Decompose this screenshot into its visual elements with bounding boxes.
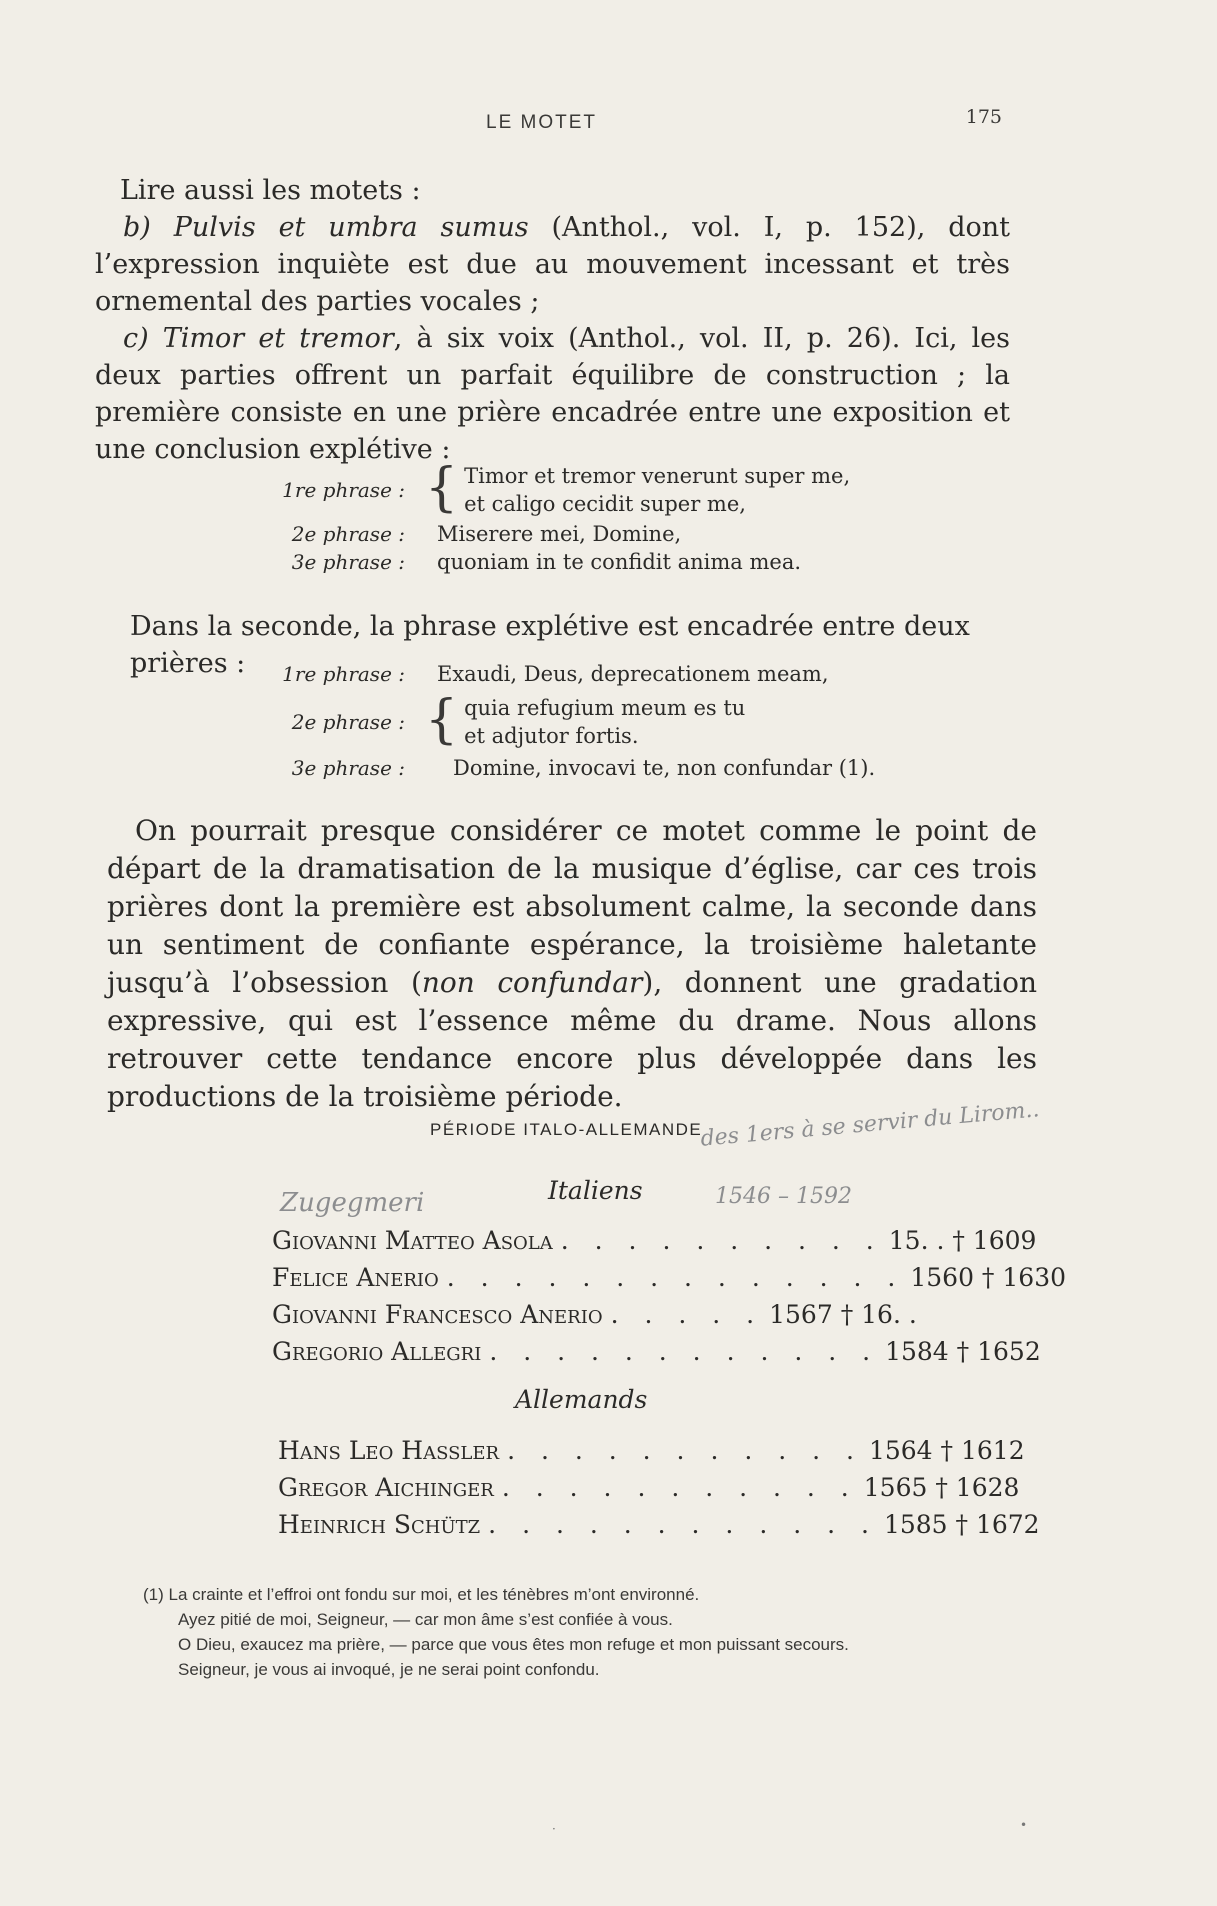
germans-heading: Allemands <box>515 1385 648 1414</box>
brace-icon: { <box>425 690 459 750</box>
phrase-line: Miserere mei, Domine, <box>437 522 682 546</box>
conclusion-text: On pourrait presque considérer ce motet comme le point de départ de la dramatisation de la musique d’église, car ces trois prières dont la première est absolument calme, la seconde dans un sentiment de confiante espérance, la troisième haletante jusqu’à l’obsession ( <box>107 814 1037 999</box>
period-title: PÉRIODE ITALO-ALLEMANDE <box>430 1120 703 1139</box>
composer-row: Giovanni Francesco Anerio . . . . . 1567 † 16. . <box>272 1300 917 1329</box>
phrase-line: Timor et tremor venerunt super me, <box>464 464 851 488</box>
footnote-line: O Dieu, exaucez ma prière, — parce que vous êtes mon refuge et mon puissant secours. <box>178 1635 849 1654</box>
composer-dates: 1585 † 1672 <box>883 1510 1040 1539</box>
phrase-row <box>250 548 850 576</box>
composer-name: Giovanni Francesco Anerio <box>272 1300 603 1329</box>
phrase-line: quia refugium meum es tu <box>464 696 746 720</box>
running-title: LE MOTET <box>486 112 598 133</box>
composer-name: Heinrich Schütz <box>278 1510 481 1539</box>
footnote-line: (1) La crainte et l’effroi ont fondu sur moi, et les ténèbres m’ont environné. <box>143 1585 700 1604</box>
item-b-text: (Anthol., vol. I, p. 152), dont l’expression inquiète est due au mouvement incessant et très ornemental des parties vocales ; <box>95 212 1011 317</box>
item-c-text: , à six voix (Anthol., vol. II, p. 26). Ici, les deux parties offrent un parfait équilibre de construction ; la première consiste en une prière encadrée entre une exposition et une conclusion explétive : <box>95 323 1011 465</box>
phrase-row <box>250 458 851 518</box>
composer-dates: 1584 † 1652 <box>885 1337 1041 1366</box>
phrase-row <box>250 690 875 750</box>
composer-dates: 1560 † 1630 <box>910 1263 1066 1292</box>
first-part-phrases <box>250 458 851 576</box>
phrase-label: 2e phrase : <box>291 522 405 546</box>
item-b <box>95 209 1010 320</box>
phrase-row <box>250 520 850 548</box>
composer-row: Giovanni Matteo Asola . . . . . . . . . . 15. . † 1609 <box>272 1226 1037 1255</box>
phrase-label: 2e phrase : <box>291 710 405 734</box>
page-speck: · <box>552 1822 556 1836</box>
italians-list <box>272 1222 1066 1370</box>
germans-list <box>278 1432 1040 1543</box>
item-b-prefix: b) <box>123 212 174 243</box>
composer-name: Gregorio Allegri <box>272 1337 482 1366</box>
phrase-line: et caligo cecidit super me, <box>464 492 746 516</box>
composer-name: Hans Leo Hassler <box>278 1436 500 1465</box>
phrase-line: quoniam in te confidit anima mea. <box>437 550 802 574</box>
composer-name: Giovanni Matteo Asola <box>272 1226 553 1255</box>
handwritten-dates: 1546 – 1592 <box>715 1184 852 1209</box>
item-c <box>95 320 1010 468</box>
conclusion-italic: non confundar <box>421 966 643 999</box>
item-c-title: Timor et tremor <box>162 323 394 354</box>
item-b-title: Pulvis et umbra sumus <box>173 212 529 243</box>
composer-dates: 1567 † 16. . <box>769 1300 917 1329</box>
second-intro-text: Dans la seconde, la phrase explétive est encadrée entre deux prières : <box>130 611 970 679</box>
phrase-label: 1re phrase : <box>282 478 405 502</box>
page-number: 175 <box>965 106 1002 128</box>
phrase-label: 3e phrase : <box>291 550 405 574</box>
item-c-prefix: c) <box>123 323 163 354</box>
composer-row: Gregor Aichinger . . . . . . . . . . . 1565 † 1628 <box>278 1473 1020 1502</box>
composer-row: Hans Leo Hassler . . . . . . . . . . . 1564 † 1612 <box>278 1436 1025 1465</box>
phrase-line: Domine, invocavi te, non confundar (1). <box>453 756 876 780</box>
composer-row: Heinrich Schütz . . . . . . . . . . . . 1585 † 1672 <box>278 1510 1040 1539</box>
page-header <box>0 106 1217 144</box>
conclusion-section <box>107 812 1037 1116</box>
composer-name: Gregor Aichinger <box>278 1473 494 1502</box>
intro-section <box>95 172 1010 468</box>
phrase-row <box>250 660 875 688</box>
italians-heading: Italiens <box>548 1176 643 1205</box>
phrase-line: et adjutor fortis. <box>464 724 639 748</box>
composer-row: Gregorio Allegri . . . . . . . . . . . . 1584 † 1652 <box>272 1337 1041 1366</box>
composer-dates: 15. . † 1609 <box>888 1226 1037 1255</box>
footnote-line: Seigneur, je vous ai invoqué, je ne serai point confondu. <box>178 1660 600 1679</box>
composer-dates: 1564 † 1612 <box>868 1436 1025 1465</box>
phrase-row <box>250 754 875 782</box>
composer-dates: 1565 † 1628 <box>863 1473 1020 1502</box>
brace-icon: { <box>425 458 459 518</box>
conclusion-paragraph <box>107 812 1037 1116</box>
handwritten-note-top: des 1ers à se servir du Lirom.. <box>699 1097 1041 1152</box>
second-part-phrases <box>250 660 875 782</box>
intro-line: Lire aussi les motets : <box>120 175 421 206</box>
footnote <box>143 1582 1043 1682</box>
phrase-label: 1re phrase : <box>282 662 405 686</box>
footnote-line: Ayez pitié de moi, Seigneur, — car mon âme s’est confiée à vous. <box>178 1610 673 1629</box>
composer-row: Felice Anerio . . . . . . . . . . . . . . 1560 † 1630 <box>272 1263 1066 1292</box>
phrase-label: 3e phrase : <box>291 756 405 780</box>
handwritten-note-left: Zugegmeri <box>280 1188 425 1218</box>
composer-name: Felice Anerio <box>272 1263 439 1292</box>
phrase-line: Exaudi, Deus, deprecationem meam, <box>437 662 829 686</box>
page-speck: • <box>1020 1818 1028 1832</box>
conclusion-text-end: ), donnent une gradation expressive, qui est l’essence même du drame. Nous allons retrouver cette tendance encore plus développée dans les productions de la troisième période. <box>107 966 1037 1113</box>
